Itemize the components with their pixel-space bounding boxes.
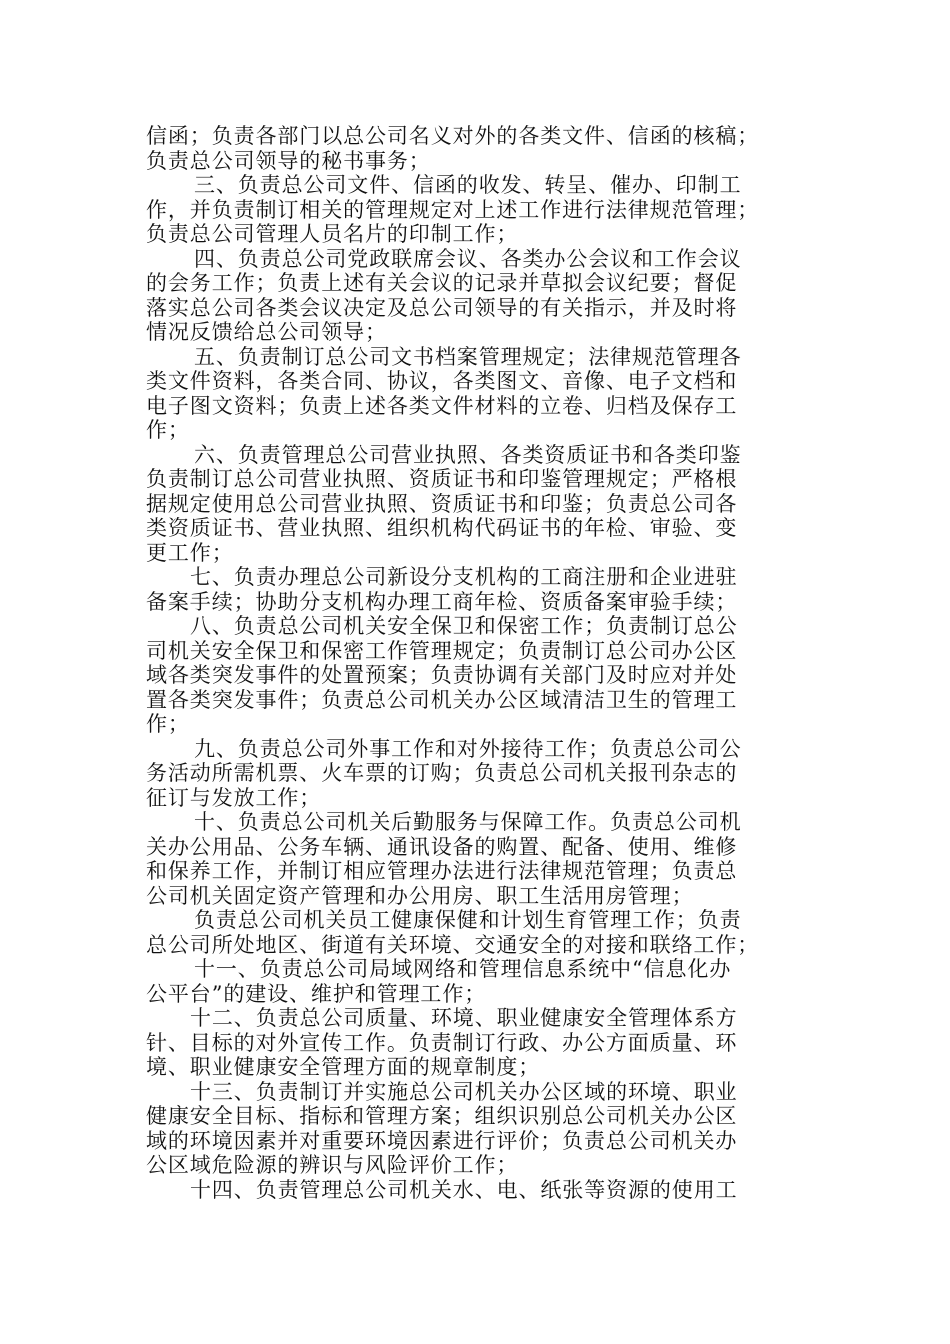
text-line: 六、负责管理总公司营业执照、各类资质证书和各类印鉴 <box>194 442 742 467</box>
text-line: 务活动所需机票、火车票的订购；负责总公司机关报刊杂志的 <box>146 761 738 785</box>
text-line: 健康安全目标、指标和管理方案；组织识别总公司机关办公区 <box>146 1104 738 1128</box>
text-line: 备案手续；协助分支机构办理工商年检、资质备案审验手续； <box>146 589 738 614</box>
text-line: 落实总公司各类会议决定及总公司领导的有关指示，并及时将 <box>146 295 738 320</box>
text-line: 作； <box>146 418 190 442</box>
text-line: 三、负责总公司文件、信函的收发、转呈、催办、印制工 <box>194 173 742 197</box>
text-line: 和保养工作，并制订相应管理办法进行法律规范管理；负责总 <box>146 859 738 883</box>
text-line: 十四、负责管理总公司机关水、电、纸张等资源的使用工 <box>190 1177 738 1202</box>
text-line: 负责总公司机关员工健康保健和计划生育管理工作；负责 <box>194 908 742 932</box>
text-line: 负责总公司领导的秘书事务； <box>146 148 431 173</box>
text-line: 负责制订总公司营业执照、资质证书和印鉴管理规定；严格根 <box>146 467 738 491</box>
text-line: 关办公用品、公务车辆、通讯设备的购置、配备、使用、维修 <box>146 834 738 859</box>
text-line: 总公司所处地区、街道有关环境、交通安全的对接和联络工作； <box>146 932 760 957</box>
text-line: 电子图文资料；负责上述各类文件材料的立卷、归档及保存工 <box>146 393 738 418</box>
text-line: 七、负责办理总公司新设分支机构的工商注册和企业进驻 <box>190 565 738 589</box>
text-line: 域各类突发事件的处置预案；负责协调有关部门及时应对并处 <box>146 663 738 687</box>
text-line: 境、职业健康安全管理方面的规章制度； <box>146 1055 541 1079</box>
text-line: 域的环境因素并对重要环境因素进行评价；负责总公司机关办 <box>146 1128 738 1153</box>
text-line: 作； <box>146 712 190 736</box>
text-line: 类资质证书、营业执照、组织机构代码证书的年检、审验、变 <box>146 516 738 540</box>
text-line: 八、负责总公司机关安全保卫和保密工作；负责制订总公 <box>190 614 738 638</box>
text-line: 四、负责总公司党政联席会议、各类办公会议和工作会议 <box>194 246 742 271</box>
text-line: 作，并负责制订相关的管理规定对上述工作进行法律规范管理； <box>146 197 760 222</box>
text-line: 的会务工作；负责上述有关会议的记录并草拟会议纪要；督促 <box>146 271 738 295</box>
text-line: 十、负责总公司机关后勤服务与保障工作。负责总公司机 <box>194 810 742 834</box>
text-line: 十三、负责制订并实施总公司机关办公区域的环境、职业 <box>190 1079 738 1104</box>
text-line: 九、负责总公司外事工作和对外接待工作；负责总公司公 <box>194 736 742 761</box>
text-line: 十一、负责总公司局域网络和管理信息系统中“信息化办 <box>194 957 732 981</box>
text-line: 据规定使用总公司营业执照、资质证书和印鉴；负责总公司各 <box>146 491 738 516</box>
text-line: 公区域危险源的辨识与风险评价工作； <box>146 1153 519 1177</box>
text-line: 十二、负责总公司质量、环境、职业健康安全管理体系方 <box>190 1006 738 1030</box>
text-line: 置各类突发事件；负责总公司机关办公区域清洁卫生的管理工 <box>146 687 738 712</box>
text-line: 司机关安全保卫和保密工作管理规定；负责制订总公司办公区 <box>146 638 738 663</box>
text-line: 情况反馈给总公司领导； <box>146 320 387 344</box>
text-line: 征订与发放工作； <box>146 785 322 810</box>
text-line: 负责总公司管理人员名片的印制工作； <box>146 222 519 246</box>
text-line: 五、负责制订总公司文书档案管理规定；法律规范管理各 <box>194 344 742 369</box>
text-line: 针、目标的对外宣传工作。负责制订行政、办公方面质量、环 <box>146 1030 738 1055</box>
text-line: 更工作； <box>146 540 234 565</box>
text-line: 公平台”的建设、维护和管理工作； <box>146 981 487 1006</box>
text-line: 公司机关固定资产管理和办公用房、职工生活用房管理； <box>146 883 694 908</box>
text-line: 信函；负责各部门以总公司名义对外的各类文件、信函的核稿； <box>146 124 760 148</box>
document-body <box>146 124 811 1202</box>
text-line: 类文件资料，各类合同、协议，各类图文、音像、电子文档和 <box>146 369 738 393</box>
